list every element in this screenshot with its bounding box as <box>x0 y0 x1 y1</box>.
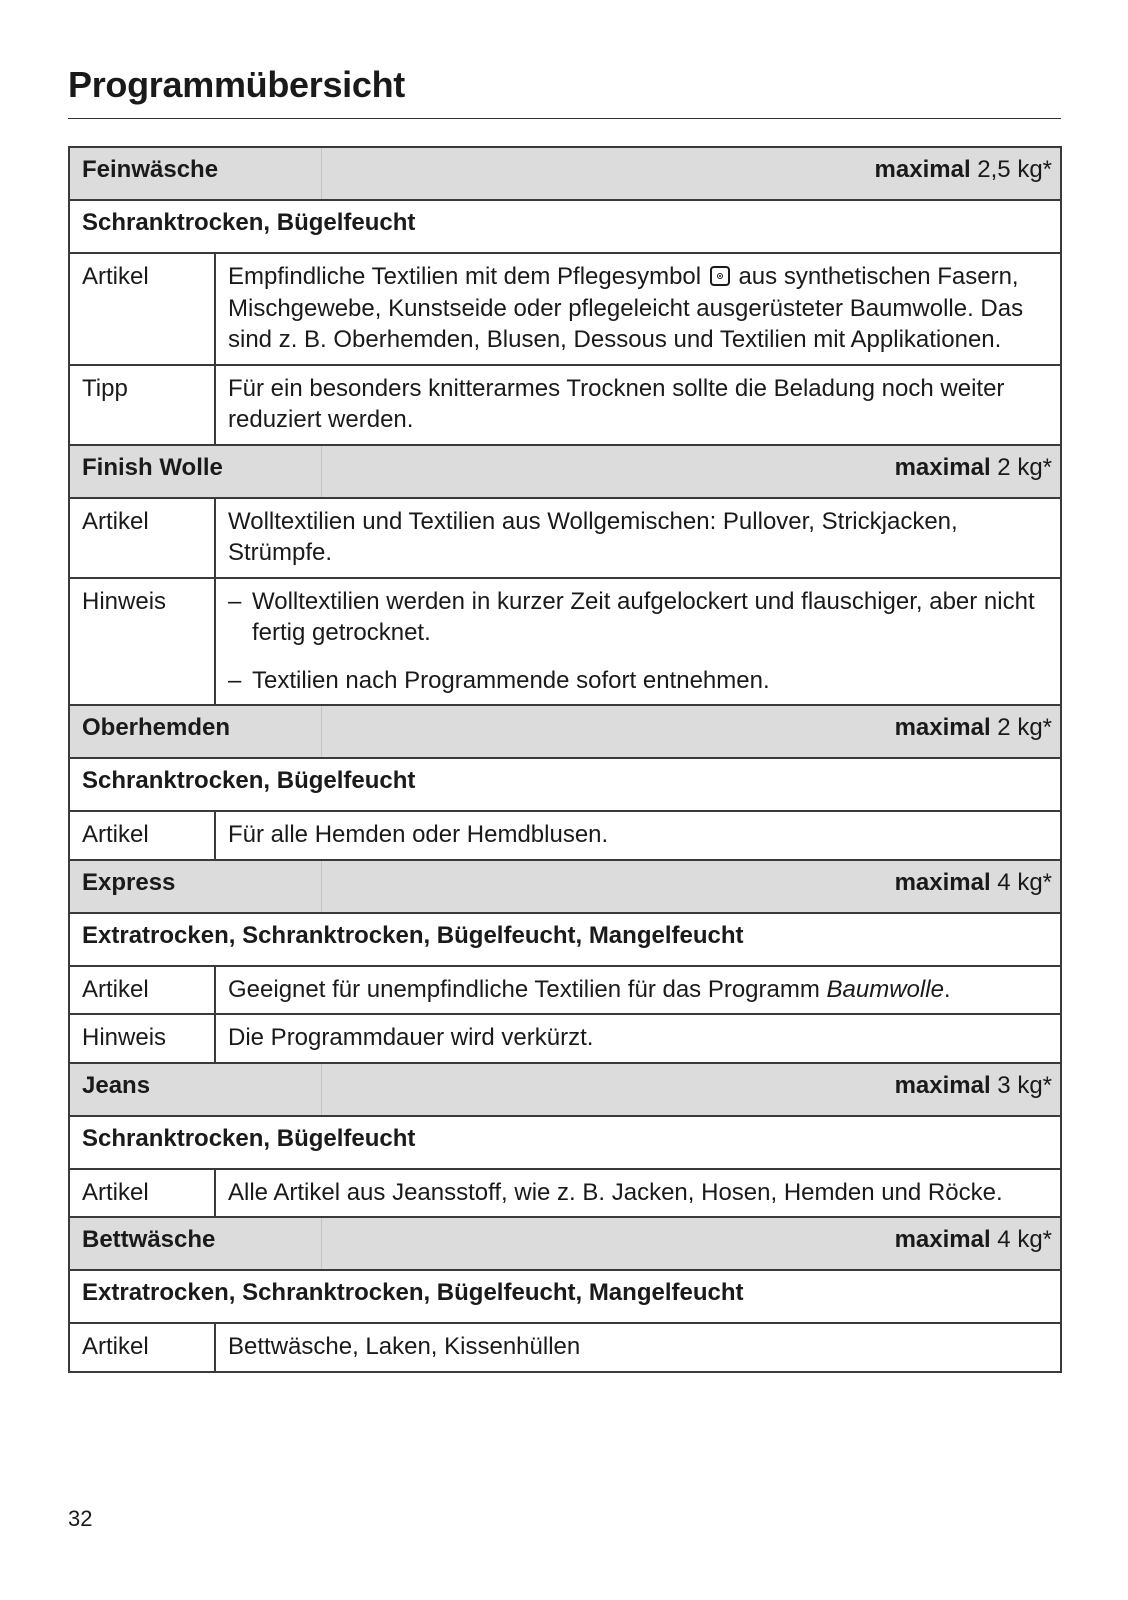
program-header-oberhemden <box>69 705 1061 758</box>
row-label: Artikel <box>69 966 215 1015</box>
program-overview-table <box>68 146 1062 1373</box>
row-text: Wolltextilien und Textilien aus Wollgemischen: Pullover, Strickjacken, Strümpfe. <box>215 498 1061 578</box>
program-max-load <box>322 1217 1061 1270</box>
program-header-finish-wolle <box>69 445 1061 498</box>
program-header-jeans <box>69 1063 1061 1116</box>
table-row <box>69 1169 1061 1218</box>
row-label: Tipp <box>69 365 215 445</box>
row-text <box>215 578 1061 706</box>
program-name: Jeans <box>69 1063 322 1116</box>
bullet-item <box>228 665 1048 697</box>
max-value: 2,5 kg* <box>977 156 1052 183</box>
table-row <box>69 365 1061 445</box>
program-name: Oberhemden <box>69 705 322 758</box>
dryness-levels: Schranktrocken, Bügelfeucht <box>69 1116 1061 1169</box>
dryness-levels: Schranktrocken, Bügelfeucht <box>69 758 1061 811</box>
row-label: Artikel <box>69 1323 215 1372</box>
bullet-item <box>228 586 1048 649</box>
program-name: Finish Wolle <box>69 445 322 498</box>
max-label: maximal <box>894 868 991 896</box>
program-name: Feinwäsche <box>69 147 322 200</box>
program-dryness-levels <box>69 913 1061 966</box>
program-dryness-levels <box>69 758 1061 811</box>
dryness-levels: Extratrocken, Schranktrocken, Bügelfeucht, Mangelfeucht <box>69 913 1061 966</box>
program-max-load <box>322 705 1061 758</box>
program-max-load <box>322 147 1061 200</box>
row-text-part: . <box>943 975 951 1003</box>
max-value: 2 kg* <box>997 453 1052 481</box>
row-label: Artikel <box>69 498 215 578</box>
program-max-load <box>322 445 1061 498</box>
bullet-dash: – <box>228 666 242 694</box>
program-dryness-levels <box>69 200 1061 253</box>
row-text: Bettwäsche, Laken, Kissenhüllen <box>215 1323 1061 1372</box>
max-label: maximal <box>894 714 991 741</box>
max-value: 4 kg* <box>997 868 1052 896</box>
row-text-part: Geeignet für unempfindliche Textilien für das Programm <box>228 975 820 1003</box>
program-name: Bettwäsche <box>69 1217 322 1270</box>
max-value: 2 kg* <box>997 714 1052 741</box>
program-max-load <box>322 860 1061 913</box>
program-header-feinwaesche <box>69 147 1061 200</box>
row-text: Für ein besonders knitterarmes Trocknen sollte die Beladung noch weiter reduziert werden. <box>215 365 1061 445</box>
row-label: Artikel <box>69 253 215 365</box>
row-label: Artikel <box>69 811 215 860</box>
max-label: maximal <box>874 156 971 183</box>
title-divider <box>68 118 1061 119</box>
row-text: Die Programmdauer wird verkürzt. <box>215 1014 1061 1063</box>
row-label: Artikel <box>69 1169 215 1218</box>
program-reference: Baumwolle <box>826 975 944 1003</box>
table-row <box>69 1014 1061 1063</box>
bullet-text: Wolltextilien werden in kurzer Zeit aufgelockert und flauschiger, aber nicht fertig getrocknet. <box>252 587 1035 646</box>
max-label: maximal <box>894 1226 991 1253</box>
row-label: Hinweis <box>69 578 215 706</box>
program-header-express <box>69 860 1061 913</box>
max-label: maximal <box>894 453 991 481</box>
row-text: Alle Artikel aus Jeansstoff, wie z. B. Jacken, Hosen, Hemden und Röcke. <box>215 1169 1061 1218</box>
program-dryness-levels <box>69 1270 1061 1323</box>
table-row <box>69 811 1061 860</box>
dryness-levels: Schranktrocken, Bügelfeucht <box>69 200 1061 253</box>
program-name: Express <box>69 860 322 913</box>
max-value: 3 kg* <box>997 1071 1052 1099</box>
table-row <box>69 578 1061 706</box>
bullet-text: Textilien nach Programmende sofort entnehmen. <box>252 666 770 694</box>
program-max-load <box>322 1063 1061 1116</box>
row-text: Für alle Hemden oder Hemdblusen. <box>215 811 1061 860</box>
max-label: maximal <box>894 1071 991 1099</box>
program-dryness-levels <box>69 1116 1061 1169</box>
table-row <box>69 966 1061 1015</box>
program-header-bettwaesche <box>69 1217 1061 1270</box>
row-text <box>215 966 1061 1015</box>
page-title: Programmübersicht <box>68 64 405 105</box>
max-value: 4 kg* <box>997 1226 1052 1253</box>
row-text-part: aus synthetischen Fasern, Mischgewebe, Kunstseide oder pflegeleicht ausgerüsteter Baumwolle. Das sind z. B. Oberhemden, Blusen, Dessous und Textilien mit Applikationen. <box>228 263 1024 353</box>
dryness-levels: Extratrocken, Schranktrocken, Bügelfeucht, Mangelfeucht <box>69 1270 1061 1323</box>
tumble-dry-low-icon <box>710 266 730 286</box>
table-row <box>69 253 1061 365</box>
page-number: 32 <box>68 1506 93 1531</box>
table-row <box>69 1323 1061 1372</box>
row-text <box>215 253 1061 365</box>
row-text-part: Empfindliche Textilien mit dem Pflegesymbol <box>228 263 702 290</box>
row-label: Hinweis <box>69 1014 215 1063</box>
table-row <box>69 498 1061 578</box>
bullet-dash: – <box>228 587 242 615</box>
